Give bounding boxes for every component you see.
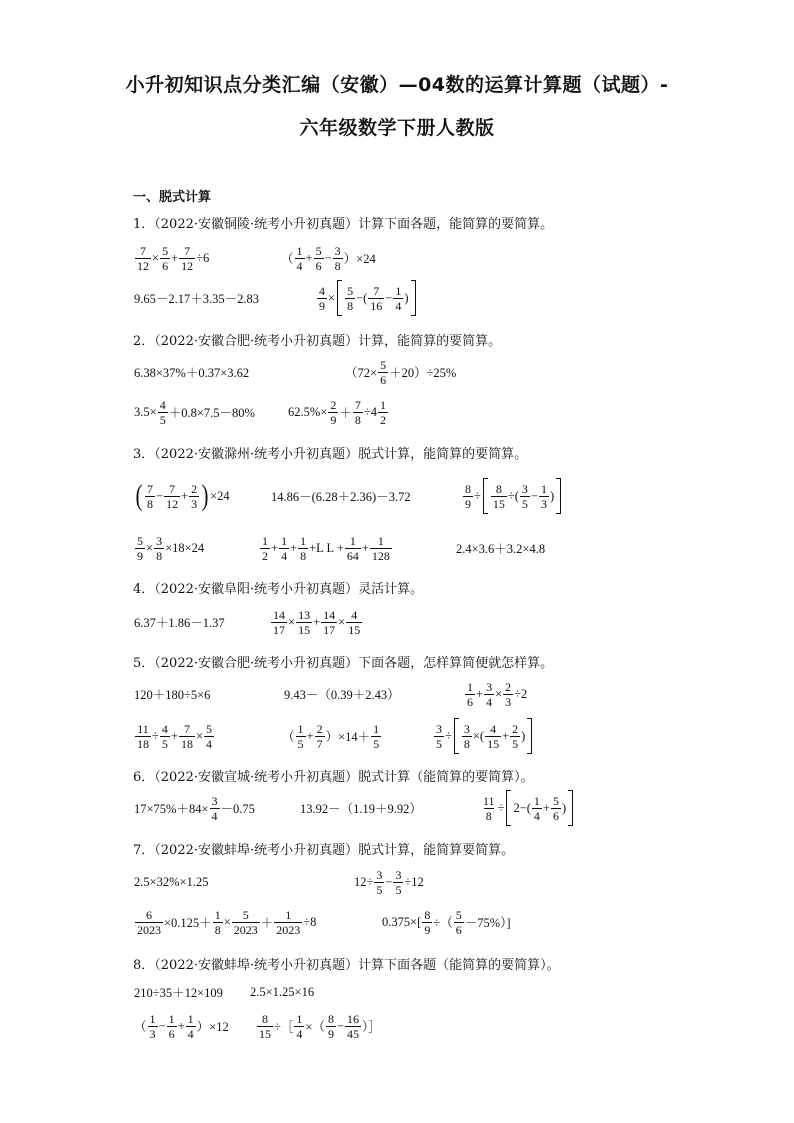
question-2-heading: 2．（2022·安徽合肥·统考小升初真题）计算，能简算的要简算。	[133, 334, 502, 349]
q1-expr-4: $\frac{4}{9}$ × $\frac{5}{8}$ −( $\frac{7}{16}$ − $\frac{1}{4}$ )	[316, 279, 418, 317]
question-5-heading: 5．（2022·安徽合肥·统考小升初真题）下面各题，怎样算简便就怎样算。	[133, 656, 554, 671]
q3-expr-3: $\frac{8}{9}$ ÷ $\frac{8}{15}$ ÷ ( $\frac{3}{5}$ − $\frac{1}{3}$ )	[462, 477, 563, 515]
q5-expr-1: 120＋180÷5×6	[134, 688, 211, 702]
q1-expr-3: 9.65－2.17＋3.35－2.83	[134, 292, 260, 306]
fraction: $\frac{5}{6}$	[162, 243, 169, 273]
q6-expr-2: 13.92－（1.19＋9.92）	[300, 802, 422, 816]
q3-expr-1: ( $\frac{7}{8}$ − $\frac{7}{12}$ + $\frac{2}{3}$ ) ×24	[135, 479, 230, 512]
right-square-bracket	[411, 280, 416, 316]
left-square-bracket	[454, 718, 459, 754]
q5-expr-4: $\frac{11}{18}$ ÷ $\frac{4}{5}$ + $\frac{7}{18}$ × $\frac{5}{4}$	[137, 721, 212, 751]
q7-expr-1: 2.5×32%×1.25	[134, 874, 209, 889]
left-square-bracket	[506, 790, 511, 826]
left-square-bracket	[483, 478, 488, 514]
q6-expr-3: $\frac{11}{8}$ ÷ 2−( $\frac{1}{4}$ + $\frac{5}{6}$ )	[480, 789, 575, 827]
fraction: $\frac{7}{12}$	[137, 243, 149, 273]
question-7-heading: 7．（2022·安徽蚌埠·统考小升初真题）脱式计算，能简算要简算。	[133, 843, 515, 858]
title-line-2: 六年级数学下册人教版	[299, 117, 495, 139]
section-heading: 一、脱式计算	[133, 190, 212, 205]
right-square-bracket	[556, 478, 561, 514]
q1-expr-1: $\frac{7}{12}$ × $\frac{5}{6}$ + $\frac{7}{12}$ ÷6	[137, 243, 210, 273]
q6-expr-1: 17×75%＋84× $\frac{3}{4}$ －0.75	[134, 793, 255, 823]
q8-expr-2: 2.5×1.25×16	[250, 984, 315, 999]
q3-expr-2: 14.86－(6.28＋2.36)－3.72	[271, 490, 411, 504]
q2-expr-1: 6.38×37%＋0.37×3.62	[134, 366, 250, 380]
q5-expr-2: 9.43－（0.39＋2.43）	[284, 688, 400, 702]
q4-expr-2: $\frac{14}{17}$ × $\frac{13}{15}$ + $\frac{14}{17}$ × $\frac{4}{15}$	[273, 607, 361, 637]
q2-expr-3: 3.5× $\frac{4}{5}$ ＋0.8×7.5－80%	[134, 397, 255, 427]
q3-expr-6: 2.4×3.6＋3.2×4.8	[456, 542, 546, 556]
q8-expr-3: （ $\frac{1}{3}$ − $\frac{1}{6}$ + $\frac{1}{4}$ ）×12	[134, 1011, 229, 1041]
q5-expr-3: $\frac{1}{6}$ + $\frac{3}{4}$ × $\frac{2}{3}$ ÷2	[467, 679, 528, 709]
q5-expr-6: $\frac{3}{5}$ ÷ $\frac{3}{8}$ ×( $\frac{4}{15}$ + $\frac{2}{5}$ )	[433, 717, 534, 755]
left-square-bracket	[337, 280, 342, 316]
q2-expr-4: 62.5%× $\frac{2}{9}$ ＋ $\frac{7}{8}$ ÷4 $\frac{1}{2}$	[288, 397, 386, 427]
q3-expr-5: $\frac{1}{2}$ + $\frac{1}{4}$ + $\frac{1}{8}$ +L L + $\frac{1}{64}$ + $\frac{1}{128}$	[262, 533, 390, 563]
question-1-heading: 1．（2022·安徽铜陵·统考小升初真题）计算下面各题，能简算的要简算。	[133, 217, 554, 232]
title-line-1: 小升初知识点分类汇编（安徽）—04数的运算计算题（试题）-	[125, 74, 669, 96]
question-4-heading: 4．（2022·安徽阜阳·统考小升初真题）灵活计算。	[133, 582, 424, 597]
right-square-bracket	[527, 718, 532, 754]
question-3-heading: 3．（2022·安徽滁州·统考小升初真题）脱式计算，能简算的要简算。	[133, 447, 528, 462]
q8-expr-4: $\frac{8}{15}$ ÷［ $\frac{1}{4}$ ×（ $\frac{8}{9}$ − $\frac{16}{45}$ ）］	[259, 1011, 381, 1041]
q2-expr-2: （72× $\frac{5}{6}$ ＋20）÷25%	[345, 357, 457, 387]
question-8-heading: 8．（2022·安徽蚌埠·统考小升初真题）计算下面各题（能简算的要简算）。	[133, 958, 560, 973]
q3-expr-4: $\frac{5}{9}$ × $\frac{3}{8}$ ×18×24	[137, 533, 205, 563]
q7-expr-2: 12÷ $\frac{3}{5}$ − $\frac{3}{5}$ ÷12	[354, 867, 424, 897]
right-square-bracket	[568, 790, 573, 826]
q7-expr-3: $\frac{6}{2023}$ ×0.125＋ $\frac{1}{8}$ × $\frac{5}{2023}$ ＋ $\frac{1}{2023}$ ÷8	[137, 907, 317, 937]
question-6-heading: 6．（2022·安徽宣城·统考小升初真题）脱式计算（能简算的要简算）。	[133, 770, 534, 785]
q7-expr-4: 0.375×[ $\frac{8}{9}$ ÷（ $\frac{5}{6}$ －75%）]	[382, 907, 511, 937]
fraction: $\frac{7}{12}$	[181, 243, 194, 273]
q5-expr-5: （ $\frac{1}{5}$ + $\frac{2}{7}$ ）×14＋ $\frac{1}{5}$	[282, 721, 380, 751]
q1-expr-2: （ $\frac{1}{4}$ + $\frac{5}{6}$ − $\frac{3}{8}$ ）×24	[281, 243, 376, 273]
q4-expr-1: 6.37＋1.86－1.37	[134, 616, 225, 630]
q8-expr-1: 210÷35＋12×109	[134, 986, 223, 1000]
